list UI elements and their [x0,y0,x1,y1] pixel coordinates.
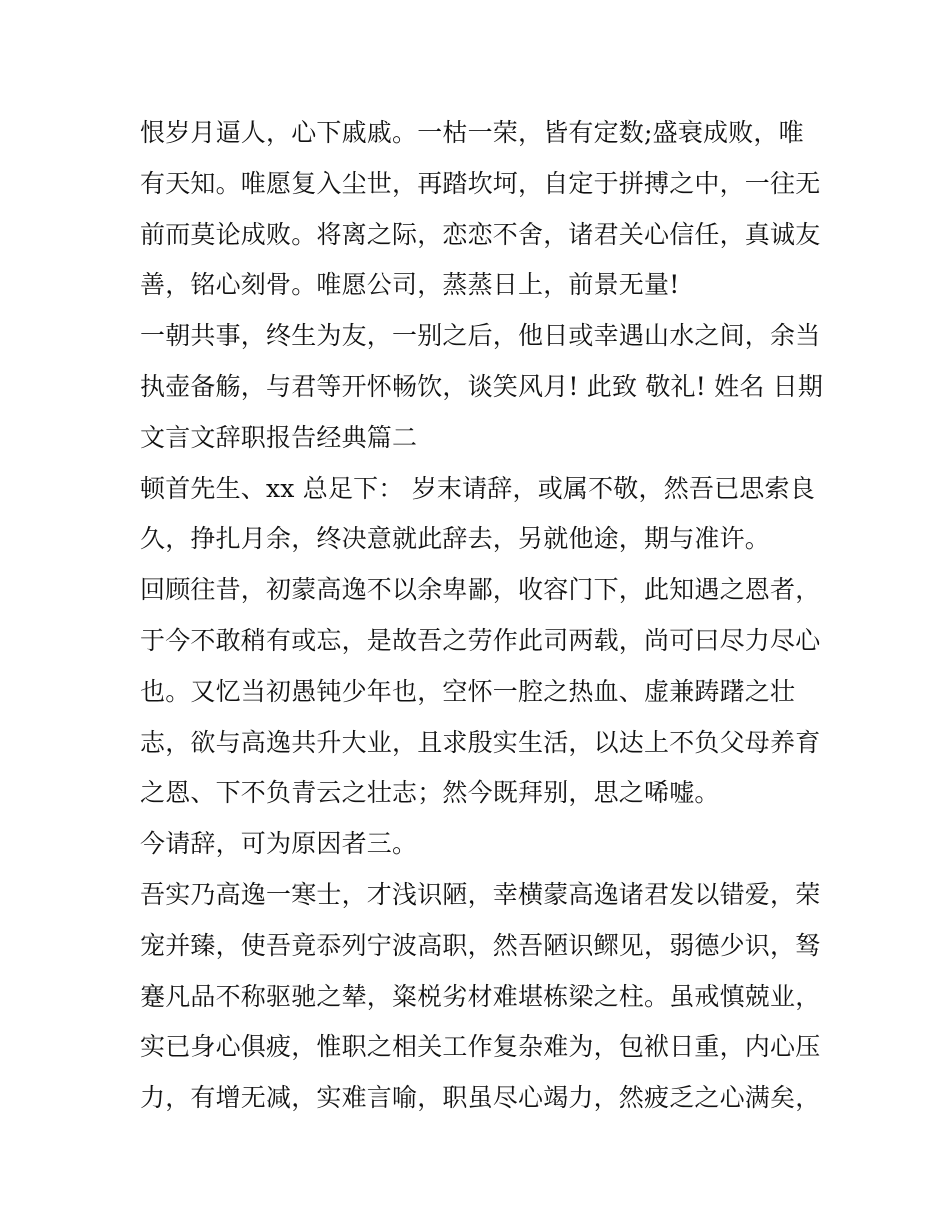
text-line: 回顾往昔，初蒙高逸不以余卑鄙，收容门下，此知遇之恩者， [140,575,821,605]
document-body [140,108,824,1124]
text-line: 恨岁月逼人，心下戚戚。一枯一荣，皆有定数;盛衰成败，唯 [140,118,804,147]
text-line: 前而莫论成败。将离之际，恋恋不舍，诸君关心信任，真诚友 [140,219,821,249]
text-line: 力，有增无减，实难言喻，职虽尽心竭力，然疲乏之心满矣， [140,1083,821,1113]
section-heading: 文言文辞职报告经典篇二 [140,422,418,452]
text-line: 久，挣扎月余，终决意就此辞去，另就他途，期与准许。 [140,524,771,554]
text-line: 有天知。唯愿复入尘世，再踏坎坷，自定于拼搏之中，一往无 [140,168,821,198]
text-line: 执壶备觞，与君等开怀畅饮，谈笑风月! 此致 敬礼! 姓名 日期 [140,371,824,401]
text-line: 宠并臻，使吾竟忝列宁波高职，然吾陋识鳏见，弱德少识，驽 [140,930,821,960]
text-line: 今请辞，可为原因者三。 [140,829,418,859]
text-line: 吾实乃高逸一寒士，才浅识陋，幸横蒙高逸诸君发以错爱，荣 [140,879,821,909]
text-line: 于今不敢稍有或忘，是故吾之劳作此司两载，尚可曰尽力尽心 [140,625,821,655]
text-line: 实已身心俱疲，惟职之相关工作复杂难为，包袱日重，内心压 [140,1032,821,1062]
text-line: 顿首先生、xx 总足下： 岁末请辞，或属不敬，然吾已思索良 [140,473,815,503]
text-line: 之恩、下不负青云之壮志；然今既拜别，思之唏嘘。 [140,778,720,808]
text-line: 志，欲与高逸共升大业，且求殷实生活，以达上不负父母养育 [140,727,821,757]
text-line: 一朝共事，终生为友，一别之后，他日或幸遇山水之间，余当 [140,321,821,351]
text-line: 也。又忆当初愚钝少年也，空怀一腔之热血、虚兼踌躇之壮 [140,676,796,706]
text-line: 善，铭心刻骨。唯愿公司，蒸蒸日上，前景无量! [140,270,680,300]
text-line: 蹇凡品不称驱驰之辇，粢棁劣材难堪栋梁之柱。虽戒慎兢业， [140,981,821,1011]
